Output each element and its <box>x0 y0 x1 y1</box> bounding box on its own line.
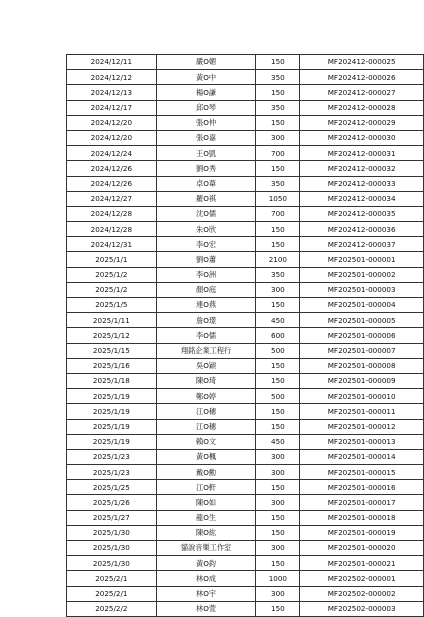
name-cell: 黃O鈞 <box>156 556 256 571</box>
code-cell: MF202501-000003 <box>300 282 424 297</box>
table-body <box>67 55 424 617</box>
amount-cell: 150 <box>256 480 300 495</box>
code-cell: MF202412-000037 <box>300 237 424 252</box>
date-cell: 2025/1/12 <box>67 328 157 343</box>
table-row <box>67 465 424 480</box>
code-cell: MF202412-000030 <box>300 130 424 145</box>
date-cell: 2025/1/23 <box>67 465 157 480</box>
name-cell: 賴O文 <box>156 434 256 449</box>
code-cell: MF202412-000033 <box>300 176 424 191</box>
table-row <box>67 404 424 419</box>
date-cell: 2024/12/31 <box>67 237 157 252</box>
amount-cell: 300 <box>256 130 300 145</box>
table-row <box>67 328 424 343</box>
amount-cell: 300 <box>256 449 300 464</box>
table-row <box>67 571 424 586</box>
amount-cell: 1000 <box>256 571 300 586</box>
name-cell: 陳O紘 <box>156 525 256 540</box>
table-row <box>67 146 424 161</box>
amount-cell: 150 <box>256 525 300 540</box>
amount-cell: 150 <box>256 55 300 70</box>
table-row <box>67 480 424 495</box>
amount-cell: 700 <box>256 146 300 161</box>
date-cell: 2024/12/20 <box>67 130 157 145</box>
amount-cell: 150 <box>256 601 300 616</box>
name-cell: 劉O秀 <box>156 161 256 176</box>
table-row <box>67 449 424 464</box>
amount-cell: 500 <box>256 343 300 358</box>
code-cell: MF202501-000009 <box>300 373 424 388</box>
date-cell: 2025/1/1 <box>67 252 157 267</box>
code-cell: MF202501-000020 <box>300 541 424 556</box>
code-cell: MF202501-000019 <box>300 525 424 540</box>
date-cell: 2024/12/13 <box>67 85 157 100</box>
name-cell: 張O仲 <box>156 115 256 130</box>
name-cell: 邱O琴 <box>156 100 256 115</box>
table-row <box>67 343 424 358</box>
code-cell: MF202501-000017 <box>300 495 424 510</box>
name-cell: 鄭O婷 <box>156 389 256 404</box>
date-cell: 2025/1/25 <box>67 480 157 495</box>
table-row <box>67 373 424 388</box>
amount-cell: 150 <box>256 115 300 130</box>
amount-cell: 300 <box>256 282 300 297</box>
amount-cell: 2100 <box>256 252 300 267</box>
code-cell: MF202501-000006 <box>300 328 424 343</box>
donation-table <box>66 54 424 617</box>
amount-cell: 350 <box>256 176 300 191</box>
table-row <box>67 282 424 297</box>
date-cell: 2025/1/2 <box>67 282 157 297</box>
name-cell: 吳O穎 <box>156 358 256 373</box>
date-cell: 2025/1/30 <box>67 541 157 556</box>
name-cell: 林O萱 <box>156 601 256 616</box>
date-cell: 2025/1/19 <box>67 419 157 434</box>
amount-cell: 150 <box>256 237 300 252</box>
name-cell: 陳O琦 <box>156 373 256 388</box>
date-cell: 2024/12/26 <box>67 161 157 176</box>
name-cell: 楊O謙 <box>156 85 256 100</box>
name-cell: 沈O儒 <box>156 206 256 221</box>
name-cell: 李O儒 <box>156 328 256 343</box>
table-row <box>67 556 424 571</box>
date-cell: 2025/1/30 <box>67 556 157 571</box>
date-cell: 2025/1/16 <box>67 358 157 373</box>
code-cell: MF202501-000004 <box>300 298 424 313</box>
table-row <box>67 298 424 313</box>
code-cell: MF202502-000002 <box>300 586 424 601</box>
amount-cell: 450 <box>256 313 300 328</box>
table-row <box>67 495 424 510</box>
date-cell: 2025/1/15 <box>67 343 157 358</box>
date-cell: 2024/12/28 <box>67 206 157 221</box>
table-row <box>67 510 424 525</box>
code-cell: MF202501-000016 <box>300 480 424 495</box>
code-cell: MF202501-000005 <box>300 313 424 328</box>
name-cell: 貓說音樂工作室 <box>156 541 256 556</box>
amount-cell: 300 <box>256 586 300 601</box>
amount-cell: 300 <box>256 495 300 510</box>
date-cell: 2025/1/19 <box>67 404 157 419</box>
name-cell: 朱O欣 <box>156 222 256 237</box>
table-row <box>67 70 424 85</box>
name-cell: 江O軒 <box>156 480 256 495</box>
name-cell: 劉O蕭 <box>156 252 256 267</box>
code-cell: MF202502-000001 <box>300 571 424 586</box>
code-cell: MF202501-000011 <box>300 404 424 419</box>
code-cell: MF202412-000035 <box>300 206 424 221</box>
date-cell: 2025/2/1 <box>67 586 157 601</box>
table-row <box>67 100 424 115</box>
code-cell: MF202501-000007 <box>300 343 424 358</box>
date-cell: 2025/1/27 <box>67 510 157 525</box>
name-cell: 顏O庭 <box>156 282 256 297</box>
code-cell: MF202501-000008 <box>300 358 424 373</box>
table-row <box>67 130 424 145</box>
name-cell: 王O凱 <box>156 146 256 161</box>
date-cell: 2025/1/11 <box>67 313 157 328</box>
date-cell: 2024/12/20 <box>67 115 157 130</box>
code-cell: MF202501-000013 <box>300 434 424 449</box>
code-cell: MF202502-000003 <box>300 601 424 616</box>
name-cell: 李O洲 <box>156 267 256 282</box>
code-cell: MF202412-000032 <box>300 161 424 176</box>
date-cell: 2025/1/2 <box>67 267 157 282</box>
table-row <box>67 222 424 237</box>
date-cell: 2025/1/18 <box>67 373 157 388</box>
name-cell: 江O穗 <box>156 404 256 419</box>
date-cell: 2025/1/23 <box>67 449 157 464</box>
code-cell: MF202501-000021 <box>300 556 424 571</box>
amount-cell: 150 <box>256 419 300 434</box>
amount-cell: 350 <box>256 267 300 282</box>
table-row <box>67 176 424 191</box>
name-cell: 戴O勳 <box>156 465 256 480</box>
name-cell: 黃O中 <box>156 70 256 85</box>
date-cell: 2024/12/12 <box>67 70 157 85</box>
amount-cell: 700 <box>256 206 300 221</box>
code-cell: MF202501-000014 <box>300 449 424 464</box>
amount-cell: 350 <box>256 70 300 85</box>
table-row <box>67 358 424 373</box>
date-cell: 2025/1/30 <box>67 525 157 540</box>
amount-cell: 600 <box>256 328 300 343</box>
code-cell: MF202412-000036 <box>300 222 424 237</box>
code-cell: MF202412-000029 <box>300 115 424 130</box>
table-row <box>67 434 424 449</box>
amount-cell: 500 <box>256 389 300 404</box>
code-cell: MF202412-000034 <box>300 191 424 206</box>
date-cell: 2024/12/27 <box>67 191 157 206</box>
code-cell: MF202412-000028 <box>300 100 424 115</box>
amount-cell: 150 <box>256 298 300 313</box>
date-cell: 2025/2/1 <box>67 571 157 586</box>
date-cell: 2024/12/26 <box>67 176 157 191</box>
table-row <box>67 55 424 70</box>
amount-cell: 150 <box>256 161 300 176</box>
table-row <box>67 586 424 601</box>
date-cell: 2025/2/2 <box>67 601 157 616</box>
code-cell: MF202501-000002 <box>300 267 424 282</box>
table-row <box>67 85 424 100</box>
date-cell: 2025/1/19 <box>67 434 157 449</box>
code-cell: MF202412-000031 <box>300 146 424 161</box>
table-row <box>67 541 424 556</box>
table-row <box>67 191 424 206</box>
name-cell: 陳O如 <box>156 495 256 510</box>
name-cell: 林O宇 <box>156 586 256 601</box>
name-cell: 詹O璟 <box>156 313 256 328</box>
code-cell: MF202501-000018 <box>300 510 424 525</box>
amount-cell: 300 <box>256 541 300 556</box>
code-cell: MF202412-000026 <box>300 70 424 85</box>
date-cell: 2024/12/17 <box>67 100 157 115</box>
amount-cell: 150 <box>256 510 300 525</box>
name-cell: 連O燕 <box>156 298 256 313</box>
code-cell: MF202412-000025 <box>300 55 424 70</box>
code-cell: MF202412-000027 <box>300 85 424 100</box>
code-cell: MF202501-000015 <box>300 465 424 480</box>
amount-cell: 150 <box>256 404 300 419</box>
code-cell: MF202501-000012 <box>300 419 424 434</box>
name-cell: 黃O楓 <box>156 449 256 464</box>
name-cell: 李O宏 <box>156 237 256 252</box>
name-cell: 翔銘企業工程行 <box>156 343 256 358</box>
table-row <box>67 389 424 404</box>
table-row <box>67 419 424 434</box>
date-cell: 2024/12/24 <box>67 146 157 161</box>
name-cell: 嚴O媚 <box>156 55 256 70</box>
amount-cell: 350 <box>256 100 300 115</box>
table-row <box>67 313 424 328</box>
amount-cell: 150 <box>256 85 300 100</box>
amount-cell: 150 <box>256 222 300 237</box>
table-row <box>67 161 424 176</box>
code-cell: MF202501-000001 <box>300 252 424 267</box>
name-cell: 羅O祺 <box>156 191 256 206</box>
amount-cell: 150 <box>256 373 300 388</box>
amount-cell: 1050 <box>256 191 300 206</box>
date-cell: 2025/1/19 <box>67 389 157 404</box>
table-row <box>67 237 424 252</box>
date-cell: 2024/12/11 <box>67 55 157 70</box>
name-cell: 張O嘉 <box>156 130 256 145</box>
amount-cell: 150 <box>256 556 300 571</box>
date-cell: 2025/1/5 <box>67 298 157 313</box>
name-cell: 卓O葦 <box>156 176 256 191</box>
amount-cell: 150 <box>256 358 300 373</box>
date-cell: 2024/12/28 <box>67 222 157 237</box>
name-cell: 江O穗 <box>156 419 256 434</box>
code-cell: MF202501-000010 <box>300 389 424 404</box>
table-row <box>67 601 424 616</box>
table-row <box>67 267 424 282</box>
date-cell: 2025/1/26 <box>67 495 157 510</box>
table-row <box>67 525 424 540</box>
name-cell: 林O成 <box>156 571 256 586</box>
table-row <box>67 206 424 221</box>
amount-cell: 450 <box>256 434 300 449</box>
table-row <box>67 115 424 130</box>
name-cell: 龍O生 <box>156 510 256 525</box>
table-row <box>67 252 424 267</box>
amount-cell: 300 <box>256 465 300 480</box>
